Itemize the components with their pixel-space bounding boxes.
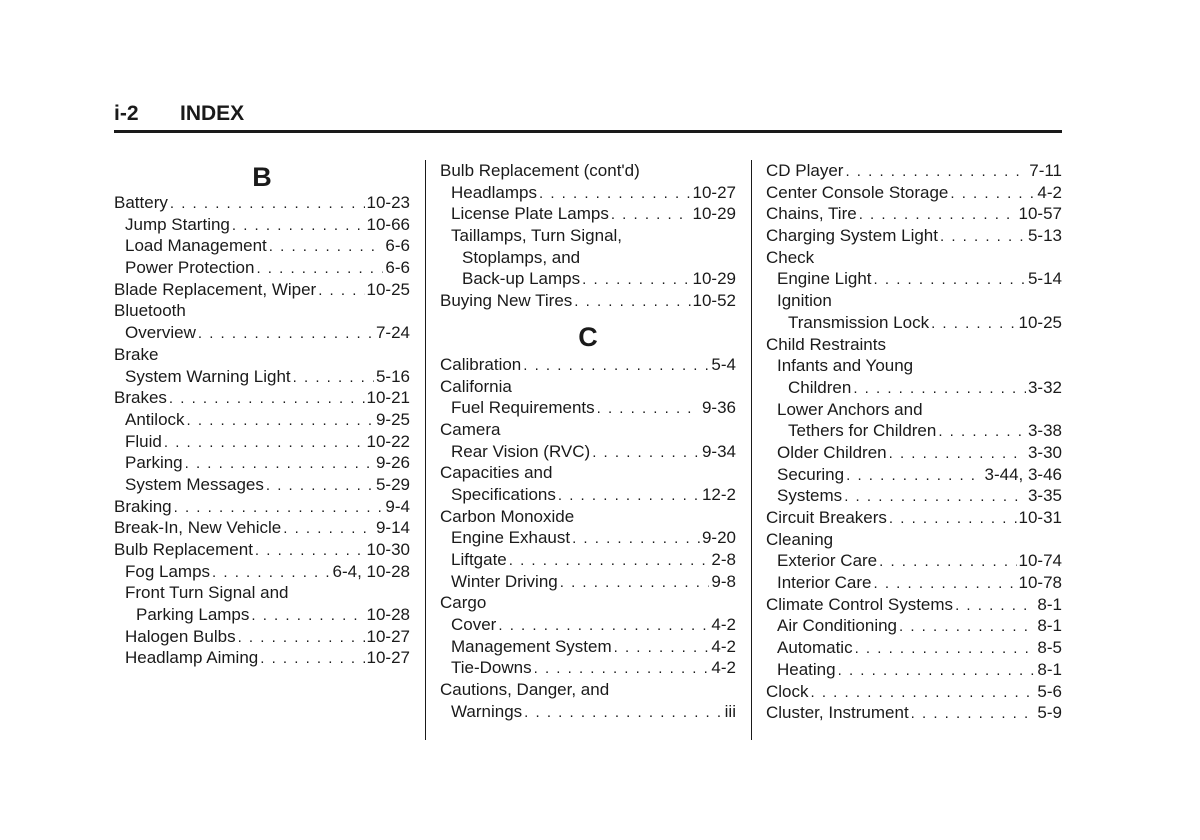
index-term: Rear Vision (RVC) bbox=[451, 441, 591, 461]
page-reference: 10-25 bbox=[1018, 312, 1062, 332]
section-letter: B bbox=[252, 162, 272, 192]
dot-leader bbox=[597, 398, 700, 420]
page-reference: 5-9 bbox=[1037, 703, 1062, 723]
index-entry bbox=[766, 550, 1062, 572]
page-reference: 9-20 bbox=[701, 528, 736, 548]
page-reference: 6-6 bbox=[385, 236, 410, 256]
index-entry bbox=[440, 506, 736, 528]
index-term: Circuit Breakers bbox=[766, 508, 887, 527]
index-term: Automatic bbox=[777, 638, 853, 658]
index-entry bbox=[440, 571, 736, 593]
page-reference: 10-28 bbox=[366, 605, 410, 625]
index-entry bbox=[766, 334, 1062, 356]
index-entry bbox=[766, 485, 1062, 507]
index-column-3 bbox=[766, 160, 1062, 724]
index-entry bbox=[114, 539, 410, 561]
index-entry bbox=[766, 312, 1062, 334]
index-term: System Warning Light bbox=[125, 366, 291, 386]
dot-leader bbox=[251, 605, 364, 627]
index-entry bbox=[766, 529, 1062, 551]
index-term: Specifications bbox=[451, 484, 556, 504]
index-term: Systems bbox=[777, 486, 843, 506]
index-term: Center Console Storage bbox=[766, 182, 949, 202]
page-title: INDEX bbox=[180, 102, 245, 125]
page-reference: 5-16 bbox=[375, 366, 410, 386]
dot-leader bbox=[164, 432, 365, 454]
index-term: Children bbox=[788, 377, 852, 397]
index-entry bbox=[440, 268, 736, 290]
page-reference: 3-35 bbox=[1027, 486, 1062, 506]
page-reference: 7-24 bbox=[375, 323, 410, 343]
dot-leader bbox=[855, 638, 1036, 660]
index-term: Charging System Light bbox=[766, 226, 938, 246]
page-reference: 6-6 bbox=[385, 258, 410, 278]
dot-leader bbox=[212, 562, 330, 584]
page-reference: 10-66 bbox=[366, 214, 410, 234]
index-term: Chains, Tire bbox=[766, 204, 857, 224]
index-term: Camera bbox=[440, 419, 501, 439]
dot-leader bbox=[889, 443, 1026, 465]
index-term: Overview bbox=[125, 323, 196, 343]
page-reference: 8-1 bbox=[1037, 616, 1062, 636]
dot-leader bbox=[940, 226, 1026, 248]
index-entry bbox=[440, 160, 736, 182]
dot-leader bbox=[558, 485, 700, 507]
page-reference: 12-2 bbox=[701, 484, 736, 504]
index-term: Engine Exhaust bbox=[451, 528, 571, 548]
dot-leader bbox=[255, 540, 365, 562]
index-entry bbox=[440, 441, 736, 463]
index-term: Fog Lamps bbox=[125, 561, 211, 581]
dot-leader bbox=[859, 204, 1017, 226]
index-entry bbox=[766, 420, 1062, 442]
index-entry bbox=[114, 452, 410, 474]
index-entry bbox=[766, 637, 1062, 659]
index-term: Fuel Requirements bbox=[451, 398, 595, 418]
dot-leader bbox=[950, 183, 1035, 205]
index-term: Blade Replacement, Wiper bbox=[114, 279, 317, 299]
index-entry bbox=[114, 626, 410, 648]
index-entry bbox=[114, 257, 410, 279]
index-entry bbox=[114, 582, 410, 604]
index-entry bbox=[440, 636, 736, 658]
index-entry bbox=[766, 247, 1062, 269]
index-entry bbox=[114, 235, 410, 257]
page-reference: 10-21 bbox=[366, 388, 410, 408]
dot-leader bbox=[523, 355, 709, 377]
index-term: Antilock bbox=[125, 409, 185, 429]
page-reference: 10-22 bbox=[366, 431, 410, 451]
page-reference: 8-1 bbox=[1037, 659, 1062, 679]
page-reference: 10-78 bbox=[1018, 573, 1062, 593]
dot-leader bbox=[911, 703, 1036, 725]
page-reference: 4-2 bbox=[711, 658, 736, 678]
index-entry bbox=[114, 604, 410, 626]
index-entry bbox=[114, 279, 410, 301]
page-reference: 5-13 bbox=[1027, 226, 1062, 246]
page-reference: 9-34 bbox=[701, 441, 736, 461]
index-entry bbox=[440, 247, 736, 269]
index-term: Cleaning bbox=[766, 529, 834, 549]
dot-leader bbox=[256, 258, 383, 280]
page-reference: 5-6 bbox=[1037, 681, 1062, 701]
page-reference: 4-2 bbox=[711, 615, 736, 635]
page-reference: 10-29 bbox=[692, 269, 736, 289]
dot-leader bbox=[539, 183, 691, 205]
dot-leader bbox=[198, 323, 374, 345]
index-term: Load Management bbox=[125, 236, 267, 256]
dot-leader bbox=[899, 616, 1035, 638]
dot-leader bbox=[283, 518, 374, 540]
page-reference: 9-36 bbox=[701, 398, 736, 418]
dot-leader bbox=[560, 572, 710, 594]
index-entry bbox=[114, 496, 410, 518]
index-term: Exterior Care bbox=[777, 551, 878, 571]
index-entry bbox=[766, 594, 1062, 616]
index-entry bbox=[766, 290, 1062, 312]
index-term: Back-up Lamps bbox=[462, 269, 581, 289]
index-entry bbox=[766, 377, 1062, 399]
page-reference: 9-8 bbox=[711, 571, 736, 591]
dot-leader bbox=[811, 682, 1036, 704]
dot-leader bbox=[874, 269, 1026, 291]
index-entry bbox=[766, 442, 1062, 464]
index-entry bbox=[114, 366, 410, 388]
page-reference: 10-23 bbox=[366, 193, 410, 212]
dot-leader bbox=[293, 367, 374, 389]
dot-leader bbox=[938, 421, 1026, 443]
index-term: Tie-Downs bbox=[451, 658, 532, 678]
index-term: Management System bbox=[451, 636, 612, 656]
index-entry bbox=[114, 474, 410, 496]
index-term: Interior Care bbox=[777, 573, 872, 593]
page-header bbox=[114, 100, 1062, 133]
index-entry bbox=[440, 592, 736, 614]
index-entry bbox=[440, 225, 736, 247]
index-term: California bbox=[440, 376, 512, 396]
page-reference: 8-1 bbox=[1037, 594, 1062, 614]
index-entry bbox=[440, 397, 736, 419]
index-term: Taillamps, Turn Signal, bbox=[451, 226, 623, 246]
dot-leader bbox=[318, 280, 364, 302]
index-term: Bulb Replacement bbox=[114, 540, 253, 559]
index-entry bbox=[114, 344, 410, 366]
dot-leader bbox=[853, 378, 1026, 400]
index-term: Child Restraints bbox=[766, 334, 886, 354]
dot-leader bbox=[614, 637, 710, 659]
index-term: Break-In, New Vehicle bbox=[114, 518, 282, 538]
index-term: Battery bbox=[114, 193, 168, 212]
index-entry bbox=[114, 214, 410, 236]
page-reference: 9-26 bbox=[375, 453, 410, 473]
index-entry bbox=[766, 268, 1062, 290]
index-entry bbox=[440, 614, 736, 636]
dot-leader bbox=[169, 388, 365, 410]
dot-leader bbox=[844, 486, 1026, 508]
section-letter: C bbox=[578, 321, 598, 352]
index-entry bbox=[766, 702, 1062, 724]
dot-leader bbox=[572, 528, 700, 550]
index-term: Jump Starting bbox=[125, 214, 230, 234]
index-term: Front Turn Signal and bbox=[125, 583, 289, 603]
page-reference: 3-32 bbox=[1027, 377, 1062, 397]
page-reference: 10-31 bbox=[1018, 508, 1062, 527]
dot-leader bbox=[879, 551, 1016, 573]
page-reference: 8-5 bbox=[1037, 638, 1062, 658]
index-column-2 bbox=[440, 160, 736, 723]
index-term: Older Children bbox=[777, 442, 887, 462]
index-term: Check bbox=[766, 247, 815, 267]
index-entry bbox=[114, 192, 410, 214]
dot-leader bbox=[534, 658, 710, 680]
index-term: Parking bbox=[125, 453, 183, 473]
index-term: Headlamps bbox=[451, 182, 537, 202]
index-entry bbox=[440, 484, 736, 506]
index-entry bbox=[114, 561, 410, 583]
page-reference: 6-4, 10-28 bbox=[332, 561, 410, 581]
page-reference: 10-30 bbox=[366, 540, 410, 559]
page-reference: 9-4 bbox=[385, 496, 410, 516]
dot-leader bbox=[845, 161, 1027, 183]
index-entry bbox=[766, 160, 1062, 182]
index-entry bbox=[440, 657, 736, 679]
page-number: i-2 bbox=[114, 102, 139, 125]
index-term: Carbon Monoxide bbox=[440, 506, 575, 526]
index-entry bbox=[114, 409, 410, 431]
index-entry bbox=[440, 182, 736, 204]
page-reference: iii bbox=[724, 701, 736, 721]
index-entry bbox=[766, 225, 1062, 247]
page-reference: 10-27 bbox=[692, 182, 736, 202]
index-term: Bulb Replacement (cont'd) bbox=[440, 161, 640, 180]
dot-leader bbox=[509, 550, 710, 572]
index-term: CD Player bbox=[766, 161, 844, 180]
page-reference: 4-2 bbox=[711, 636, 736, 656]
page-reference: 3-38 bbox=[1027, 421, 1062, 441]
dot-leader bbox=[266, 475, 374, 497]
page-reference: 10-27 bbox=[366, 626, 410, 646]
index-entry bbox=[766, 615, 1062, 637]
index-entry bbox=[440, 527, 736, 549]
index-term: Winter Driving bbox=[451, 571, 558, 591]
index-entry bbox=[114, 387, 410, 409]
index-term: Cluster, Instrument bbox=[766, 703, 909, 723]
page-reference: 5-14 bbox=[1027, 269, 1062, 289]
index-term: Cautions, Danger, and bbox=[440, 680, 610, 700]
index-term: Brakes bbox=[114, 388, 167, 408]
index-term: Capacities and bbox=[440, 463, 553, 483]
index-term: Fluid bbox=[125, 431, 162, 451]
page-reference: 9-25 bbox=[375, 409, 410, 429]
index-entry bbox=[440, 462, 736, 484]
index-entry bbox=[440, 701, 736, 723]
dot-leader bbox=[611, 204, 691, 226]
page-reference: 10-29 bbox=[692, 204, 736, 224]
index-term: Securing bbox=[777, 464, 845, 484]
dot-leader bbox=[498, 615, 709, 637]
dot-leader bbox=[846, 465, 982, 487]
page-reference: 7-11 bbox=[1029, 161, 1062, 180]
dot-leader bbox=[931, 313, 1016, 335]
index-entry bbox=[766, 507, 1062, 529]
index-term: Bluetooth bbox=[114, 301, 186, 321]
index-entry bbox=[440, 354, 736, 376]
dot-leader bbox=[187, 410, 374, 432]
index-term: Power Protection bbox=[125, 258, 255, 278]
page-reference: 5-29 bbox=[375, 474, 410, 494]
index-term: Transmission Lock bbox=[788, 312, 930, 332]
index-entry bbox=[766, 399, 1062, 421]
index-term: Warnings bbox=[451, 701, 523, 721]
page-reference: 10-27 bbox=[366, 648, 410, 668]
column-divider bbox=[751, 160, 752, 740]
index-term: Climate Control Systems bbox=[766, 594, 954, 614]
page-reference: 10-52 bbox=[692, 291, 736, 311]
index-entry bbox=[766, 659, 1062, 681]
index-entry bbox=[766, 681, 1062, 703]
index-term: Infants and Young bbox=[777, 356, 914, 376]
dot-leader bbox=[170, 193, 365, 215]
index-term: Braking bbox=[114, 496, 172, 516]
index-term: Engine Light bbox=[777, 269, 872, 289]
index-entry bbox=[766, 203, 1062, 225]
index-term: Heating bbox=[777, 659, 836, 679]
dot-leader bbox=[174, 497, 384, 519]
index-term: Air Conditioning bbox=[777, 616, 898, 636]
index-column-1 bbox=[114, 160, 410, 669]
index-term: License Plate Lamps bbox=[451, 204, 609, 224]
dot-leader bbox=[873, 573, 1016, 595]
index-entry bbox=[114, 647, 410, 669]
index-entry bbox=[766, 464, 1062, 486]
dot-leader bbox=[232, 215, 365, 237]
index-entry bbox=[766, 182, 1062, 204]
index-term: Brake bbox=[114, 344, 159, 364]
index-entry bbox=[440, 679, 736, 701]
index-term: Buying New Tires bbox=[440, 291, 573, 311]
index-entry bbox=[114, 431, 410, 453]
index-term: Clock bbox=[766, 681, 809, 701]
index-entry bbox=[114, 322, 410, 344]
index-term: System Messages bbox=[125, 474, 264, 494]
dot-leader bbox=[592, 442, 700, 464]
dot-leader bbox=[524, 702, 722, 724]
index-term: Stoplamps, and bbox=[462, 247, 581, 267]
index-term: Cover bbox=[451, 615, 497, 635]
index-entry bbox=[440, 290, 736, 312]
dot-leader bbox=[238, 627, 365, 649]
column-divider bbox=[425, 160, 426, 740]
index-entry bbox=[440, 203, 736, 225]
index-term: Ignition bbox=[777, 291, 832, 311]
dot-leader bbox=[260, 648, 364, 670]
dot-leader bbox=[838, 660, 1036, 682]
page-reference: 3-44, 3-46 bbox=[984, 464, 1062, 484]
page-reference: 4-2 bbox=[1037, 182, 1062, 202]
dot-leader bbox=[269, 236, 384, 258]
page-reference: 10-25 bbox=[366, 279, 410, 299]
page-reference: 9-14 bbox=[375, 518, 410, 538]
index-term: Parking Lamps bbox=[136, 605, 250, 625]
dot-leader bbox=[574, 291, 690, 313]
page-reference: 3-30 bbox=[1027, 442, 1062, 462]
index-term: Cargo bbox=[440, 593, 487, 613]
page-reference: 5-4 bbox=[711, 354, 736, 374]
page-reference: 10-74 bbox=[1018, 551, 1062, 571]
index-entry bbox=[440, 419, 736, 441]
page-reference: 2-8 bbox=[711, 550, 736, 569]
index-term: Calibration bbox=[440, 354, 522, 374]
dot-leader bbox=[955, 595, 1035, 617]
index-term: Tethers for Children bbox=[788, 421, 937, 441]
index-entry bbox=[114, 300, 410, 322]
index-term: Lower Anchors and bbox=[777, 399, 923, 419]
dot-leader bbox=[889, 508, 1017, 530]
index-entry bbox=[440, 376, 736, 398]
index-entry bbox=[766, 355, 1062, 377]
index-entry bbox=[766, 572, 1062, 594]
dot-leader bbox=[582, 269, 690, 291]
index-entry bbox=[114, 517, 410, 539]
index-term: Liftgate bbox=[451, 550, 507, 569]
index-term: Headlamp Aiming bbox=[125, 648, 259, 668]
dot-leader bbox=[185, 453, 374, 475]
index-term: Halogen Bulbs bbox=[125, 626, 236, 646]
index-entry bbox=[440, 549, 736, 571]
page-reference: 10-57 bbox=[1018, 204, 1062, 224]
